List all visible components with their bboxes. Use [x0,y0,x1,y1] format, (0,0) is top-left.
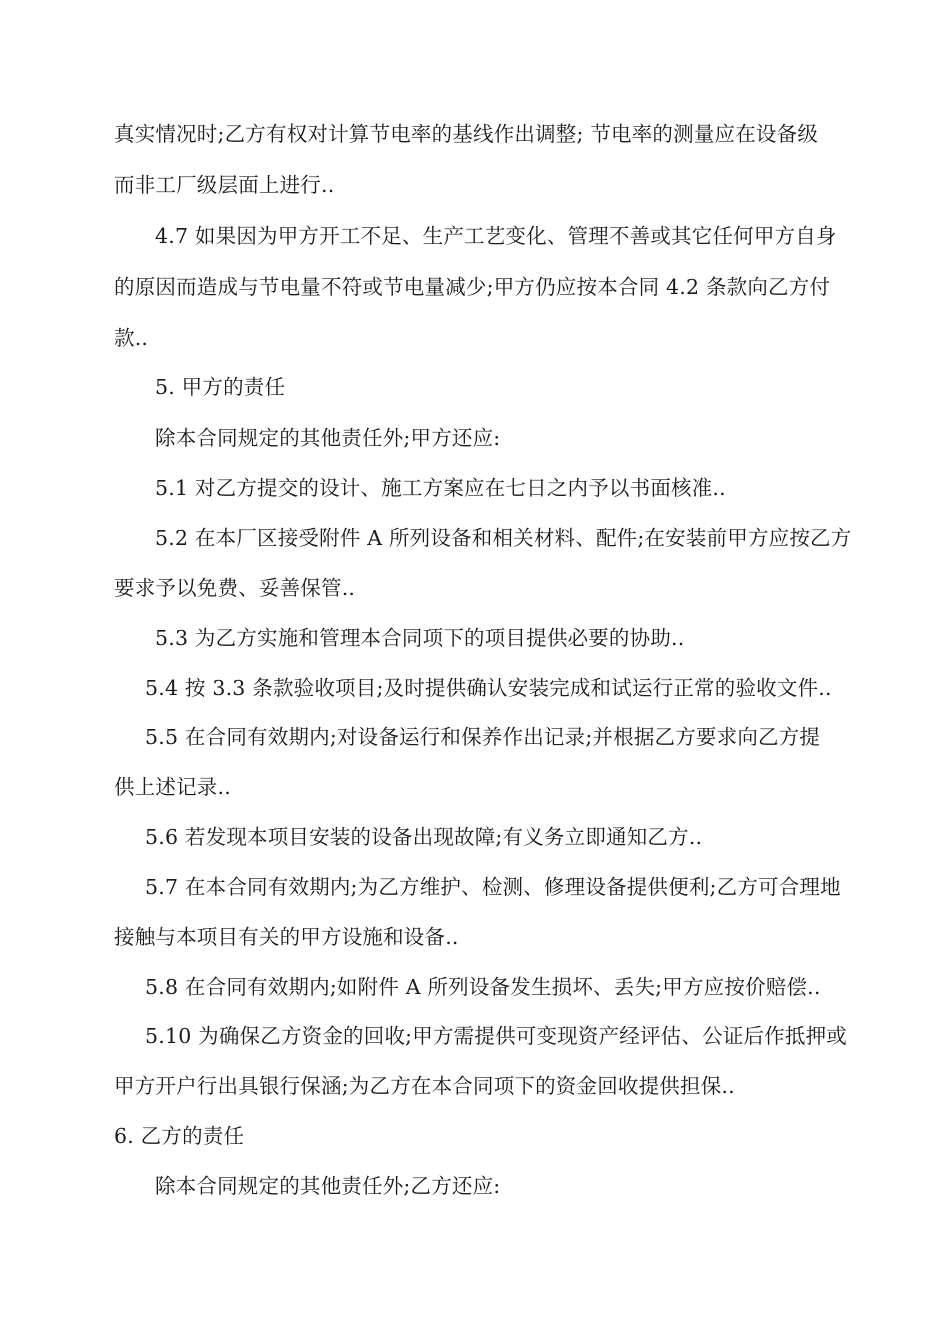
clause-5-2-line: 5.2 在本厂区接受附件 A 所列设备和相关材料、配件;在安装前甲方应按乙方 [155,526,852,550]
clause-5-3: 5.3 为乙方实施和管理本合同项下的项目提供必要的协助.. [155,626,685,650]
clause-4-7-line: 4.7 如果因为甲方开工不足、生产工艺变化、管理不善或其它任何甲方自身 [155,224,837,248]
paragraph-line: 甲方开户行出具银行保涵;为乙方在本合同项下的资金回收提供担保.. [114,1074,735,1098]
paragraph-line: 供上述记录.. [114,775,231,799]
clause-5-1: 5.1 对乙方提交的设计、施工方案应在七日之内予以书面核准.. [155,476,726,500]
paragraph-line: 的原因而造成与节电量不符或节电量减少;甲方仍应按本合同 4.2 条款向乙方付 [114,275,831,299]
paragraph-line: 真实情况时;乙方有权对计算节电率的基线作出调整; 节电率的测量应在设备级 [114,122,819,146]
section-heading-6: 6. 乙方的责任 [114,1124,245,1148]
clause-5-8: 5.8 在合同有效期内;如附件 A 所列设备发生损坏、丢失;甲方应按价赔偿.. [145,975,821,999]
section-heading-5: 5. 甲方的责任 [155,375,286,399]
clause-5-6: 5.6 若发现本项目安装的设备出现故障;有义务立即通知乙方.. [145,825,703,849]
clause-5-4: 5.4 按 3.3 条款验收项目;及时提供确认安装完成和试运行正常的验收文件.. [145,676,832,700]
section-intro: 除本合同规定的其他责任外;甲方还应: [155,426,501,450]
clause-5-7-line: 5.7 在本合同有效期内;为乙方维护、检测、修理设备提供便利;乙方可合理地 [145,875,841,899]
section-intro: 除本合同规定的其他责任外;乙方还应: [155,1174,501,1198]
clause-5-10-line: 5.10 为确保乙方资金的回收;甲方需提供可变现资产经评估、公证后作抵押或 [145,1024,847,1048]
paragraph-line: 要求予以免费、妥善保管.. [114,576,356,600]
paragraph-line: 接触与本项目有关的甲方设施和设备.. [114,925,459,949]
paragraph-line: 而非工厂级层面上进行.. [114,173,335,197]
clause-5-5-line: 5.5 在合同有效期内;对设备运行和保养作出记录;并根据乙方要求向乙方提 [145,725,821,749]
paragraph-line: 款.. [114,326,149,350]
